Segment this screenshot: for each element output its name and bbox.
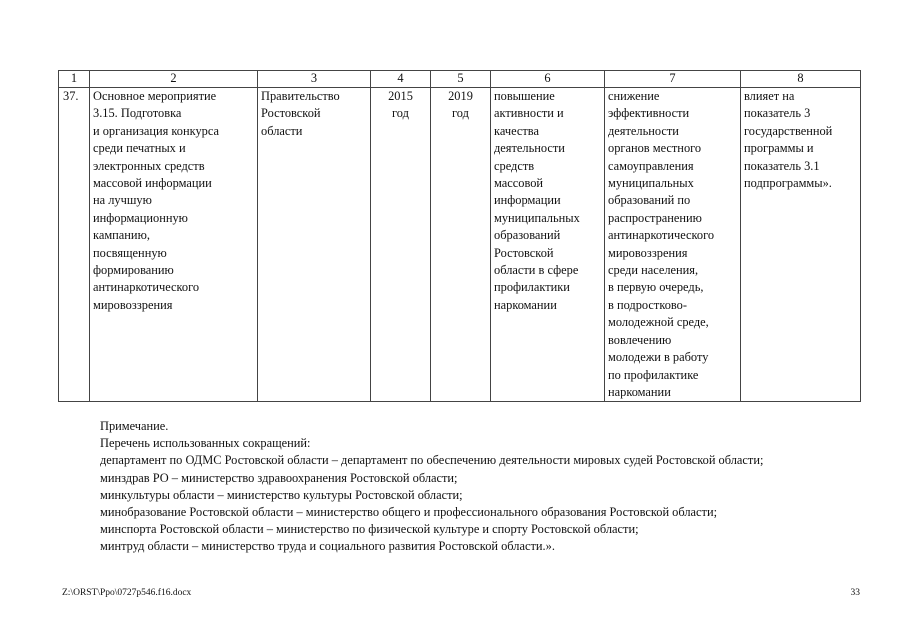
result-line: образований [494,228,561,243]
table-header-row [59,71,861,88]
start-year-unit: год [392,106,409,121]
activity-line: Основное мероприятие [93,89,217,103]
consequences-line: мировоззрения [608,245,688,260]
result-line: активности и [494,106,564,121]
table-row [59,88,861,402]
indicator-line: программы и [744,141,814,156]
consequences-line: снижение [608,89,660,103]
indicator-line: показатель 3.1 [744,158,820,173]
consequences-line: среди населения, [608,263,699,278]
consequences-line: органов местного [608,141,702,156]
consequences-line: образований по [608,193,691,208]
executor-line: Правительство [261,89,340,103]
start-year-cell [371,88,431,402]
result-line: Ростовской [494,245,554,260]
page-number: 33 [850,588,860,598]
consequences-line: эффективности [608,106,690,121]
abbreviation-item: минтруд области – министерство труда и социального развития Ростовской области.». [100,539,555,554]
result-line: средств [494,158,535,173]
consequences-line: распространению [608,210,702,225]
consequences-line: в подростково- [608,297,688,312]
indicator-line: влияет на [744,89,795,103]
activity-line: на лучшую [93,193,152,208]
indicator-line: показатель 3 [744,106,811,121]
activity-line: электронных средств [93,158,205,173]
result-line: массовой [494,176,544,191]
footer-file-path: Z:\ORST\Ppo\0727p546.f16.docx [62,588,192,598]
activity-line: посвященную [93,245,167,260]
header-cell-7: 7 [605,71,741,88]
result-line: информации [494,193,561,208]
start-year: 2015 [388,89,413,103]
header-cell-5: 5 [431,71,491,88]
result-cell [491,88,605,402]
executor-line: области [261,123,303,138]
activity-line: кампанию, [93,228,150,243]
executor-line: Ростовской [261,106,321,121]
header-cell-3: 3 [258,71,371,88]
end-year-cell [431,88,491,402]
end-year: 2019 [448,89,473,103]
program-table [58,70,861,402]
consequences-line: молодежной среде, [608,315,709,330]
executor-cell [258,88,371,402]
result-line: качества [494,123,539,138]
activity-cell [90,88,258,402]
activity-line: среди печатных и [93,141,186,156]
result-line: муниципальных [494,210,580,225]
result-line: профилактики [494,280,570,295]
consequences-line: деятельности [608,123,679,138]
abbreviation-item: минобразование Ростовской области – министерство общего и профессионального образования Ростовской области; [100,505,718,520]
consequences-line: антинаркотического [608,228,715,243]
consequences-line: в первую очередь, [608,280,704,295]
consequences-line: муниципальных [608,176,694,191]
abbreviation-item: департамент по ОДМС Ростовской области – департамент по обеспечению деятельности мировых судей Ростовской области; [100,453,764,468]
header-cell-2: 2 [90,71,258,88]
notes-intro: Перечень использованных сокращений: [100,436,311,451]
consequences-line: вовлечению [608,332,672,347]
activity-line: формированию [93,263,174,278]
header-cell-1: 1 [59,71,90,88]
consequences-line: по профилактике [608,367,699,382]
abbreviation-item: минздрав РО – министерство здравоохранения Ростовской области; [100,470,458,485]
header-cell-8: 8 [741,71,861,88]
activity-line: массовой информации [93,176,212,191]
consequences-cell [605,88,741,402]
result-line: наркомании [494,297,557,312]
activity-line: 3.15. Подготовка [93,106,182,121]
header-cell-4: 4 [371,71,431,88]
notes-section [62,418,860,556]
consequences-line: наркомании [608,384,671,399]
indicator-line: подпрограммы». [744,176,832,191]
indicator-line: государственной [744,123,833,138]
abbreviation-item: минспорта Ростовской области – министерство по физической культуре и спорту Ростовской области; [100,522,639,537]
result-line: деятельности [494,141,565,156]
end-year-unit: год [452,106,469,121]
consequences-line: молодежи в работу [608,350,709,365]
activity-line: информационную [93,210,188,225]
abbreviation-item: минкультуры области – министерство культуры Ростовской области; [100,487,463,502]
activity-line: и организация конкурса [93,123,220,138]
indicator-link-cell [741,88,861,402]
result-line: повышение [494,89,555,103]
activity-line: мировоззрения [93,297,173,312]
notes-title: Примечание. [100,419,169,433]
result-line: области в сфере [494,263,579,278]
activity-line: антинаркотического [93,280,200,295]
row-number: 37. [59,88,90,402]
header-cell-6: 6 [491,71,605,88]
consequences-line: самоуправления [608,158,694,173]
